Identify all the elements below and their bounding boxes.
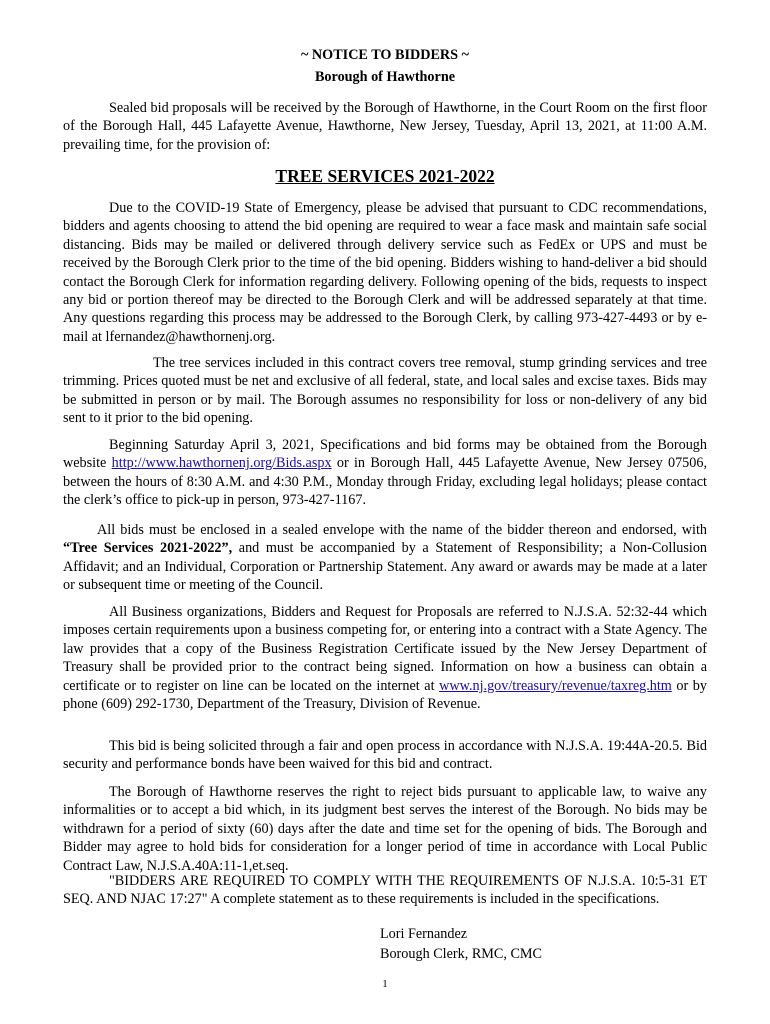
notice-heading: ~ NOTICE TO BIDDERS ~ [301, 47, 469, 63]
business-text-after: or by phone (609) 292-1730, Department of the Treasury, Division of Revenue. [63, 677, 707, 713]
contract-title: TREE SERVICES 2021-2022 [275, 166, 495, 186]
business-text-before: All Business organizations, Bidders and Request for Proposals are referred to N.J.S.A. 52:32-44 which imposes certain requirements upon a business competing for, or entering into a contract with a State Agency. The law provides that a copy of the Business Registration Certificate issued by the New Jersey Department of Treasury shall be provided prior to the contract being signed. Information on how a business can obtain a certificate or to register on line can be located on the internet at [63, 604, 707, 694]
specs-text-before: Beginning Saturday April 3, 2021, Specifications and bid forms may be obtained from the Borough website [63, 437, 707, 472]
title-line [63, 167, 707, 187]
fair-process-paragraph: This bid is being solicited through a fair and open process in accordance with N.J.S.A. 19:44A-20.5. Bid security and performance bonds have been waived for this bid and contract. [63, 738, 707, 773]
business-paragraph [63, 603, 707, 713]
intro-paragraph: Sealed bid proposals will be received by the Borough of Hawthorne, in the Court Room on the first floor of the Borough Hall, 445 Lafayette Avenue, Hawthorne, New Jersey, Tuesday, April 13, 2021, at 11:00 A.M. prevailing time, for the provision of: [63, 100, 707, 153]
bids-website-link[interactable]: http://www.hawthornenj.org/Bids.aspx [111, 455, 332, 472]
services-paragraph: The tree services included in this contract covers tree removal, stump grinding services and tree trimming. Prices quoted must be net and exclusive of all federal, state, and local sales and excise taxes. Bids may be submitted in person or by mail. The Borough assumes no responsibility for loss or non-delivery of any bid sent to it prior to the bid opening. [63, 355, 707, 427]
envelope-text-before: All bids must be enclosed in a sealed envelope with the name of the bidder thereon and endorsed, with [97, 522, 707, 538]
specs-text-after: or in Borough Hall, 445 Lafayette Avenue, New Jersey 07506, between the hours of 8:30 A.M. and 4:30 P.M., Monday through Friday, excluding legal holidays; please contact the clerk’s office to pick-up in person, 973-427-1167. [63, 455, 707, 509]
covid-paragraph: Due to the COVID-19 State of Emergency, please be advised that pursuant to CDC recommendations, bidders and agents choosing to attend the bid opening are required to wear a face mask and maintain safe social distancing. Bids may be mailed or delivered through delivery service such as FedEx or UPS and must be received by the Borough Clerk prior to the time of the bid opening. Bidders wishing to hand-deliver a bid should contact the Borough Clerk for information regarding delivery. Following opening of the bids, requests to inspect any bid or portion thereof may be directed to the Borough Clerk and will be addressed separately at that time. Any questions regarding this process may be addressed to the Borough Clerk, by calling 973-427-4493 or by e-mail at lfernandez@hawthornenj.org. [63, 200, 707, 345]
taxreg-link[interactable]: www.nj.gov/treasury/revenue/taxreg.htm [439, 677, 672, 694]
envelope-paragraph [63, 521, 707, 595]
specs-paragraph [63, 436, 707, 510]
reserve-paragraph: The Borough of Hawthorne reserves the right to reject bids pursuant to applicable law, to waive any informalities or to accept a bid which, in its judgment best serves the interest of the Borough. No bids may be withdrawn for a period of sixty (60) days after the date and time set for the opening of bids. The Borough and Bidder may agree to hold bids for consideration for a longer period of time in accordance with Local Public Contract Law, N.J.S.A.40A:11-1,et.seq. [63, 784, 707, 874]
signer-name: Lori Fernandez [380, 926, 468, 942]
envelope-endorsement: “Tree Services 2021-2022”, [63, 540, 233, 557]
envelope-text-after: and must be accompanied by a Statement of Responsibility; a Non-Collusion Affidavit; and an Individual, Corporation or Partnership Statement. Any award or awards may be made at a later or subsequent time or meeting of the Council. [63, 540, 708, 594]
comply-paragraph: "BIDDERS ARE REQUIRED TO COMPLY WITH THE REQUIREMENTS OF N.J.S.A. 10:5-31 ET SEQ. AND NJAC 17:27" A complete statement as to these requirements is included in the specifications. [63, 873, 707, 908]
signer-title: Borough Clerk, RMC, CMC [380, 946, 542, 962]
borough-name: Borough of Hawthorne [314, 69, 456, 85]
page-number: 1 [382, 978, 388, 990]
